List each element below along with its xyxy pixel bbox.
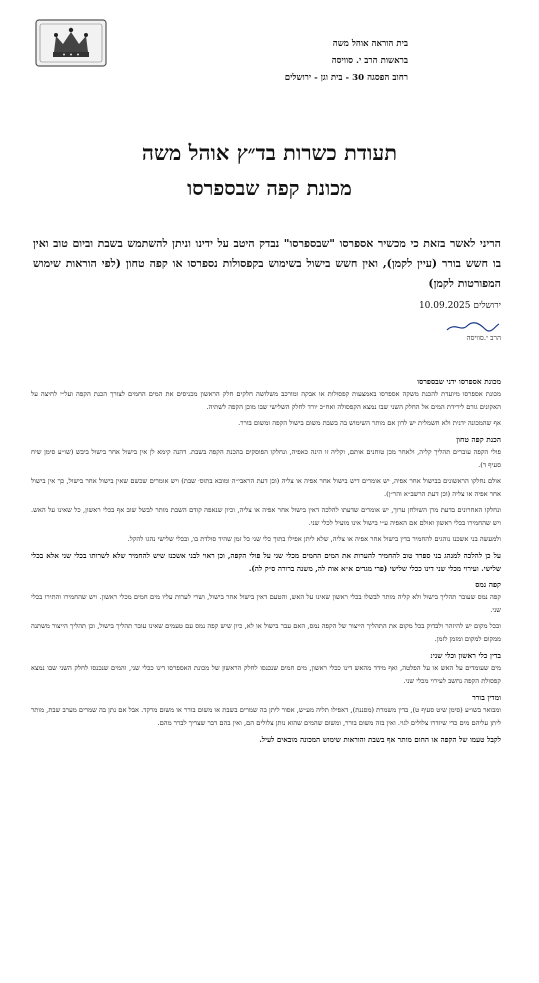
section-vessels <box>31 649 501 688</box>
section-heading: מכונת אספרסו ידני שבספרסו <box>417 377 501 386</box>
certification-statement: הריני לאשר בזאת כי מכשיר אספרסו "שבספרסו" נבדק היטב על ידינו וניתן להשתמש בשבת וביום טוב ואין בו חשש בורר (עיין לקמן), ואין חשש בישול בשימוש בקפסולות נספרסו או קפה טחון (לפי הוראות שימוש המפורטות לקמן) <box>33 237 501 290</box>
section-borer <box>31 691 501 746</box>
section-heading: בדין כלי ראשון וכלי שני: <box>430 651 501 660</box>
section-paragraph: ובכל מקום יש להיזהר ולבדוק בכל מקום את התהליך הייצור של הקפה נמס, האם עבר בישול או לא, כיון שיש קפה נמס עם טעמים שאינו עובר תהליך בישול, וכן תהליך הייצור משתנה ממקום למקום ומזמן לזמן. <box>31 622 501 643</box>
section-instant-coffee <box>31 578 501 646</box>
section-paragraph: ונחלקו האחרונים בדעת מרן השולחן ערוך, יש אומרים שדעתו להלכה דאין בישול אחר אפיה או צליה, וכיון שנאפה קודם השבת מותר לבשל שוב אף בכלי ראשון, כל שאינו על האש. ויש שהחמירו בכלי ראשון ואולם אם האפיה ע״י בישול אינו מועיל לכלי שני. <box>31 506 501 527</box>
halachic-explanation <box>31 372 501 749</box>
org-address: רחוב הפסגה 30 - בית וגן - ירושלים <box>284 73 408 83</box>
issue-date: ירושלים 10.09.2025 <box>418 301 501 311</box>
section-espresso <box>31 375 501 430</box>
section-paragraph: מים שעומדים על האש או על הפלטה, ואף מידד מהאש דינו ככלי ראשון, מים חמים שנכנסו לחלק הראשון של מכונת האספרסו דינו ככלי שני, והמים שנכנסו לחלק השני שבו נמצא קפסולת הקפה נחשב לעירוי מכלי שני. <box>31 664 501 685</box>
org-head: בראשות הרב י. סוויסה <box>331 56 408 66</box>
section-heading: הכנת קפה טחון <box>456 435 501 444</box>
section-paragraph: אף שהמכונה ידנית ולא חשמלית יש לדון אם מותר השימוש בה בשבת משום בישול הקפה ומשום בורר. <box>238 419 501 427</box>
section-ruling: לקבל טעמו של הקפה או החום מותר אף בשבת והוראות שימוש המכונה מובאים לעיל. <box>259 735 501 744</box>
section-paragraph: קפה נמס שעובר תהליך בישול ולא קליה מותר לבשלו בכלי ראשון שאינו על האש, והטעם דאין בישול אחר בישול, ושרי לערות עליו מים חמים מכלי ראשון. ויש שהחמירו והתירו בכלי שני. <box>31 593 501 614</box>
signature-block <box>445 320 501 342</box>
section-paragraph: אולם נחלקו הראשונים בבישול אחר אפיה, יש אומרים דיש בישול אחר אפיה או צליה (וכן דעת הראבי״ה ומובא בתוס׳ שבת) ויש אומרים שכשם שאין בישול אחר בישול, כך אין בישול אחר אפיה או צליה (וכן דעת הרשב״א והר״ן). <box>31 477 501 498</box>
section-paragraph: ולמעשה בני אשכנז נוהגים להחמיר בדין בישול אחר אפיה או צליה, שלא ליתן אפילו בתוך כלי שני כל זמן שהיד סולדת בו, ובכלי שלישי נהגו להקל. <box>127 535 501 543</box>
section-paragraph: פולי הקפה עוברים תהליך קליה, ולאחר מכן טוחנים אותם, וקליה זו הינה כאפיה, ונחלקו הפוסקים בהכנת הקפה בשבת. דהנה קימא לן אין בישול אחר בישול ביבש (שו״ע סימן שיח סעיף ד). <box>31 448 501 469</box>
section-ground-coffee <box>31 433 501 575</box>
signature-scribble-icon <box>445 320 501 334</box>
crown-logo-icon <box>16 14 126 74</box>
certificate-title: תעודת כשרות בד״ץ אוהל משה <box>141 140 398 165</box>
letterhead <box>148 36 408 87</box>
section-heading: ומדין בורר <box>472 693 501 702</box>
product-title: מכונת קפה שבספרסו <box>187 176 352 200</box>
org-name: בית הוראה אוהל משה <box>332 39 408 49</box>
section-paragraph: ומבואר בשו״ע (סימן שיט סעיף ט), בדין משמרת (מסננת), דאפילו תליה מע״ש, אסור ליתן בה שמרים בשבת או משום בורר או משום מרקד. אבל אם נתן בה שמרים מערב שבת, מותר ליתן עליהם מים כדי שיזדרו צלולים לגוי. ואין בזה משום בורר, ומשום שהמים שהוא נותן צלולים הם, ואין בהם דבר שצריך לברר מהם. <box>31 706 501 727</box>
section-ruling: על כן להלכה למנהג בני ספרד טוב להחמיר להערות את המים החמים מכלי שני על פולי הקפה, וכן ראוי לבני אשכנז שיש להחמיר שלא לשרותו בכלי שני אלא בכלי שלישי. ועירוי מכלי שני דינו ככלי שלישי (פרי מגדים א״א אות לה, משנה ברורה ס״ק לה). <box>31 551 501 573</box>
section-heading: קפה נמס <box>475 580 501 589</box>
signature-name: הרב י.סוויסה <box>466 334 501 342</box>
section-paragraph: מכונת אספרסו מיועדת להכנת משקה אספרסו באמצעות קפסולות או אבקה ומורכב משלושה חלקים חלק הראשון מכניסים את המים החמים לצורך הכנת הקפה ועל״י לחיצה על האקונים גורם לירידת המים אל החלק השני שבו נמצא הקפסולה ואח״כ יורד לחלק השלישי שבו מוכן הקפה לשתיה. <box>31 390 501 411</box>
